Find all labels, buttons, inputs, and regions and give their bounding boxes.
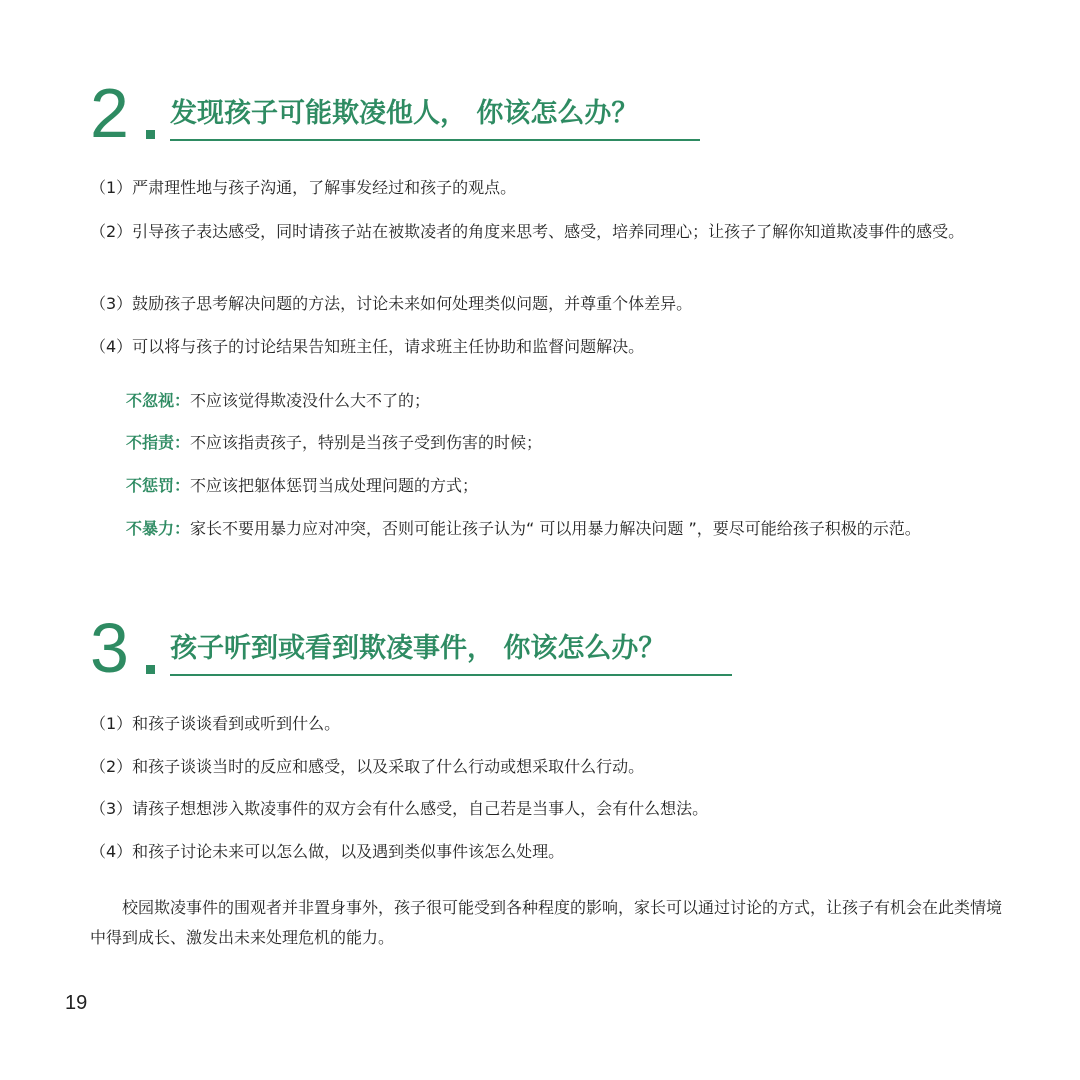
section-3-heading — [90, 609, 1010, 689]
section-3-closing-paragraph: 校园欺凌事件的围观者并非置身事外，孩子很可能受到各种程度的影响，家长可以通过讨论的方式，让孩子有机会在此类情境中得到成长、激发出未来处理危机的能力。 — [90, 898, 1003, 947]
tip-no-punish-text: 不应该把躯体惩罚当成处理问题的方式； — [190, 476, 479, 495]
section-3-item-3: （3）请孩子想想涉入欺凌事件的双方会有什么感受，自己若是当事人，会有什么想法。 — [90, 799, 709, 818]
section-2-heading — [90, 74, 1010, 154]
tip-no-violence — [126, 514, 1010, 544]
section-2-title: 发现孩子可能欺凌他人， 你该怎么办？ — [170, 98, 639, 129]
section-3 — [90, 609, 1010, 947]
tip-no-blame-text: 不应该指责孩子，特别是当孩子受到伤害的时候； — [190, 433, 543, 452]
section-2-title-underline — [170, 139, 700, 141]
tip-no-ignore-label: 不忽视： — [126, 391, 191, 410]
section-3-number-dot — [146, 665, 155, 674]
section-3-number: 3 — [90, 609, 127, 687]
section-2-number-dot — [146, 130, 155, 139]
section-3-item-4: （4）和孩子讨论未来可以怎么做，以及遇到类似事件该怎么处理。 — [90, 842, 565, 861]
tip-no-violence-text: 家长不要用暴力应对冲突，否则可能让孩子认为“ 可以用暴力解决问题 ”，要尽可能给孩子积极的示范。 — [190, 519, 921, 538]
section-3-item-2: （2）和孩子谈谈当时的反应和感受，以及采取了什么行动或想采取什么行动。 — [90, 757, 645, 776]
tip-no-punish-label: 不惩罚： — [126, 476, 191, 495]
section-2-item-1: （1）严肃理性地与孩子沟通，了解事发经过和孩子的观点。 — [90, 178, 517, 197]
section-2-item-2: （2）引导孩子表达感受，同时请孩子站在被欺凌者的角度来思考、感受，培养同理心；让孩子了解你知道欺凌事件的感受。 — [90, 222, 965, 241]
section-2-item-4: （4）可以将与孩子的讨论结果告知班主任，请求班主任协助和监督问题解决。 — [90, 337, 645, 356]
tip-no-punish — [126, 471, 1010, 501]
section-2 — [90, 74, 1010, 538]
page-number: 19 — [65, 992, 88, 1014]
tip-no-blame-label: 不指责： — [126, 433, 191, 452]
tip-no-blame — [126, 428, 1010, 458]
section-2-item-3: （3）鼓励孩子思考解决问题的方法，讨论未来如何处理类似问题，并尊重个体差异。 — [90, 294, 693, 313]
section-3-title-underline — [170, 674, 732, 676]
section-3-item-1: （1）和孩子谈谈看到或听到什么。 — [90, 714, 341, 733]
tip-no-violence-label: 不暴力： — [126, 519, 191, 538]
section-2-number: 2 — [90, 74, 127, 152]
tip-no-ignore-text: 不应该觉得欺凌没什么大不了的； — [190, 391, 431, 410]
tip-no-ignore — [126, 386, 1010, 416]
section-3-title: 孩子听到或看到欺凌事件， 你该怎么办？ — [170, 633, 666, 664]
